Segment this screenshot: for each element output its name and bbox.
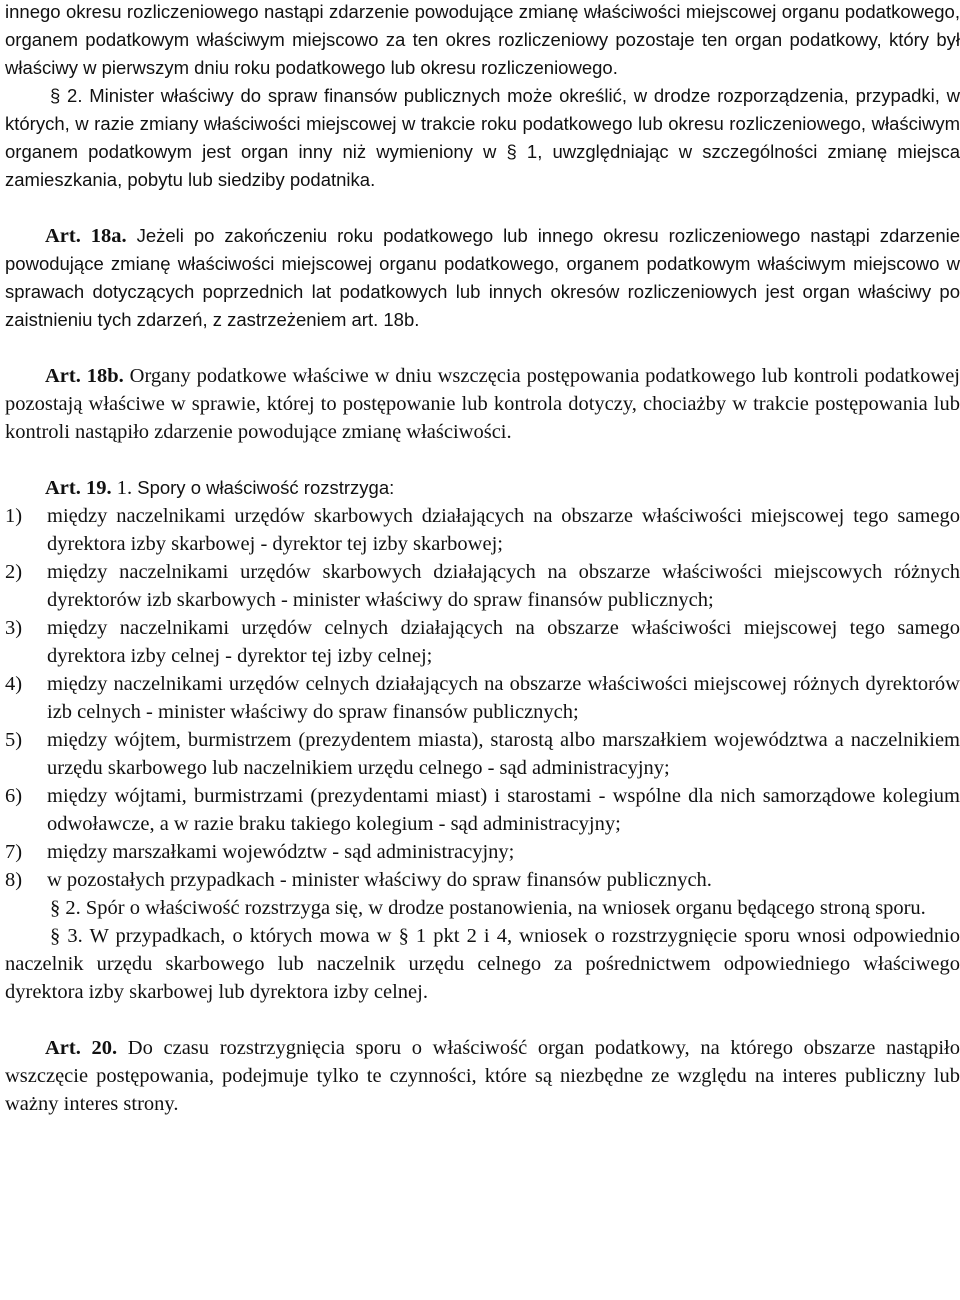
article-text: po zakończeniu roku podatkowego lub innego okresu rozliczeniowego nastąpi zdarzenie powodujące zmianę właściwości miejscowej organu podatkowego, organem podatkowym właściwym miejscowo w sprawach dotyczących poprzednich lat podatkowych lub innych okresów rozliczeniowych jest organ właściwy po zaistnieniu tych zdarzeń, z zastrzeżeniem art. 18b. <box>5 225 960 330</box>
section-number: § 2. <box>50 85 83 106</box>
article-label: Art. 19. <box>45 477 112 499</box>
article-19-list <box>5 502 960 894</box>
list-item <box>5 670 960 726</box>
list-item-text: między wójtem, burmistrzem (prezydentem miasta), starostą albo marszałkiem województwa a naczelnikiem urzędu skarbowego lub naczelnikiem urzędu celnego - sąd administracyjny; <box>47 729 960 779</box>
list-item <box>5 558 960 614</box>
article-20 <box>5 1034 960 1118</box>
list-item-number: 8) <box>5 869 23 891</box>
article-intro: Spory o właściwość rozstrzyga: <box>137 477 395 498</box>
article-lead-word: Jeżeli <box>136 225 184 246</box>
list-item-number: 5) <box>5 729 23 751</box>
list-item <box>5 502 960 558</box>
paragraph-continuation: innego okresu rozliczeniowego nastąpi zdarzenie powodujące zmianę właściwości miejscowej organu podatkowego, organem podatkowym właściwym miejscowo za ten okres rozliczeniowy pozostaje ten organ podatkowy, który był właściwy w pierwszym dniu roku podatkowego lub okresu rozliczeniowego. <box>5 1 960 78</box>
list-item-text: między naczelnikami urzędów skarbowych działających na obszarze właściwości miejscowej tego samego dyrektora izby skarbowej - dyrektor tej izby skarbowej; <box>47 505 960 555</box>
list-item-number: 1) <box>5 505 23 527</box>
article-text: Organy podatkowe właściwe w dniu wszczęcia postępowania podatkowego lub kontroli podatkowej pozostają właściwe w sprawie, której to postępowanie lub kontrola dotyczy, chociażby w trakcie postępowania lub kontroli nastąpiło zdarzenie powodujące zmianę właściwości. <box>5 365 960 443</box>
list-item-number: 7) <box>5 841 23 863</box>
list-item-number: 2) <box>5 561 23 583</box>
list-item-text: między naczelnikami urzędów celnych działających na obszarze właściwości miejscowej różnych dyrektorów izb celnych - minister właściwy do spraw finansów publicznych; <box>47 673 960 723</box>
article-18a <box>5 222 960 334</box>
list-item-number: 3) <box>5 617 23 639</box>
list-item-number: 6) <box>5 785 23 807</box>
list-item-text: między marszałkami województw - sąd administracyjny; <box>47 841 515 863</box>
list-item-text: między naczelnikami urzędów skarbowych działających na obszarze właściwości miejscowych różnych dyrektorów izb skarbowych - minister właściwy do spraw finansów publicznych; <box>47 561 960 611</box>
list-item <box>5 838 960 866</box>
article-19-intro <box>5 474 960 502</box>
list-item-text: między wójtami, burmistrzami (prezydentami miast) i starostami - wspólne dla nich samorządowe kolegium odwoławcze, a w razie braku takiego kolegium - sąd administracyjny; <box>47 785 960 835</box>
list-item-text: między naczelnikami urzędów celnych działających na obszarze właściwości miejscowej tego samego dyrektora izby celnej - dyrektor tej izby celnej; <box>47 617 960 667</box>
list-item-number: 4) <box>5 673 23 695</box>
article-text: Do czasu rozstrzygnięcia sporu o właściwość organ podatkowy, na którego obszarze nastąpiło wszczęcie postępowania, podejmuje tylko te czynności, które są niezbędne ze względu na interes publiczny lub ważny interes strony. <box>5 1037 960 1115</box>
list-item <box>5 614 960 670</box>
list-item <box>5 866 960 894</box>
section-text: Minister właściwy do spraw finansów publicznych może określić, w drodze rozporządzenia, przypadki, w których, w razie zmiany właściwości miejscowej w trakcie roku podatkowego lub okresu rozliczeniowego, właściwym organem podatkowym jest organ inny niż wymieniony w § 1, uwzględniając w szczególności zmianę miejsca zamieszkania, pobytu lub siedziby podatnika. <box>5 85 960 190</box>
list-item <box>5 782 960 838</box>
list-item <box>5 726 960 782</box>
article-label: Art. 18a. <box>45 225 127 247</box>
paragraph-number: 1. <box>116 477 133 499</box>
article-18b <box>5 362 960 446</box>
list-item-text: w pozostałych przypadkach - minister właściwy do spraw finansów publicznych. <box>47 869 712 891</box>
article-19-section-2: § 2. Spór o właściwość rozstrzyga się, w drodze postanowienia, na wniosek organu będącego stroną sporu. <box>50 897 926 919</box>
article-label: Art. 20. <box>45 1037 118 1059</box>
article-19-section-3: § 3. W przypadkach, o których mowa w § 1 pkt 2 i 4, wniosek o rozstrzygnięcie sporu wnosi odpowiednio naczelnik urzędu skarbowego lub naczelnik urzędu celnego za pośrednictwem odpowiedniego właściwego dyrektora izby skarbowej lub dyrektora izby celnej. <box>5 925 960 1003</box>
article-label: Art. 18b. <box>45 365 124 387</box>
paragraph-section-2 <box>5 82 960 194</box>
